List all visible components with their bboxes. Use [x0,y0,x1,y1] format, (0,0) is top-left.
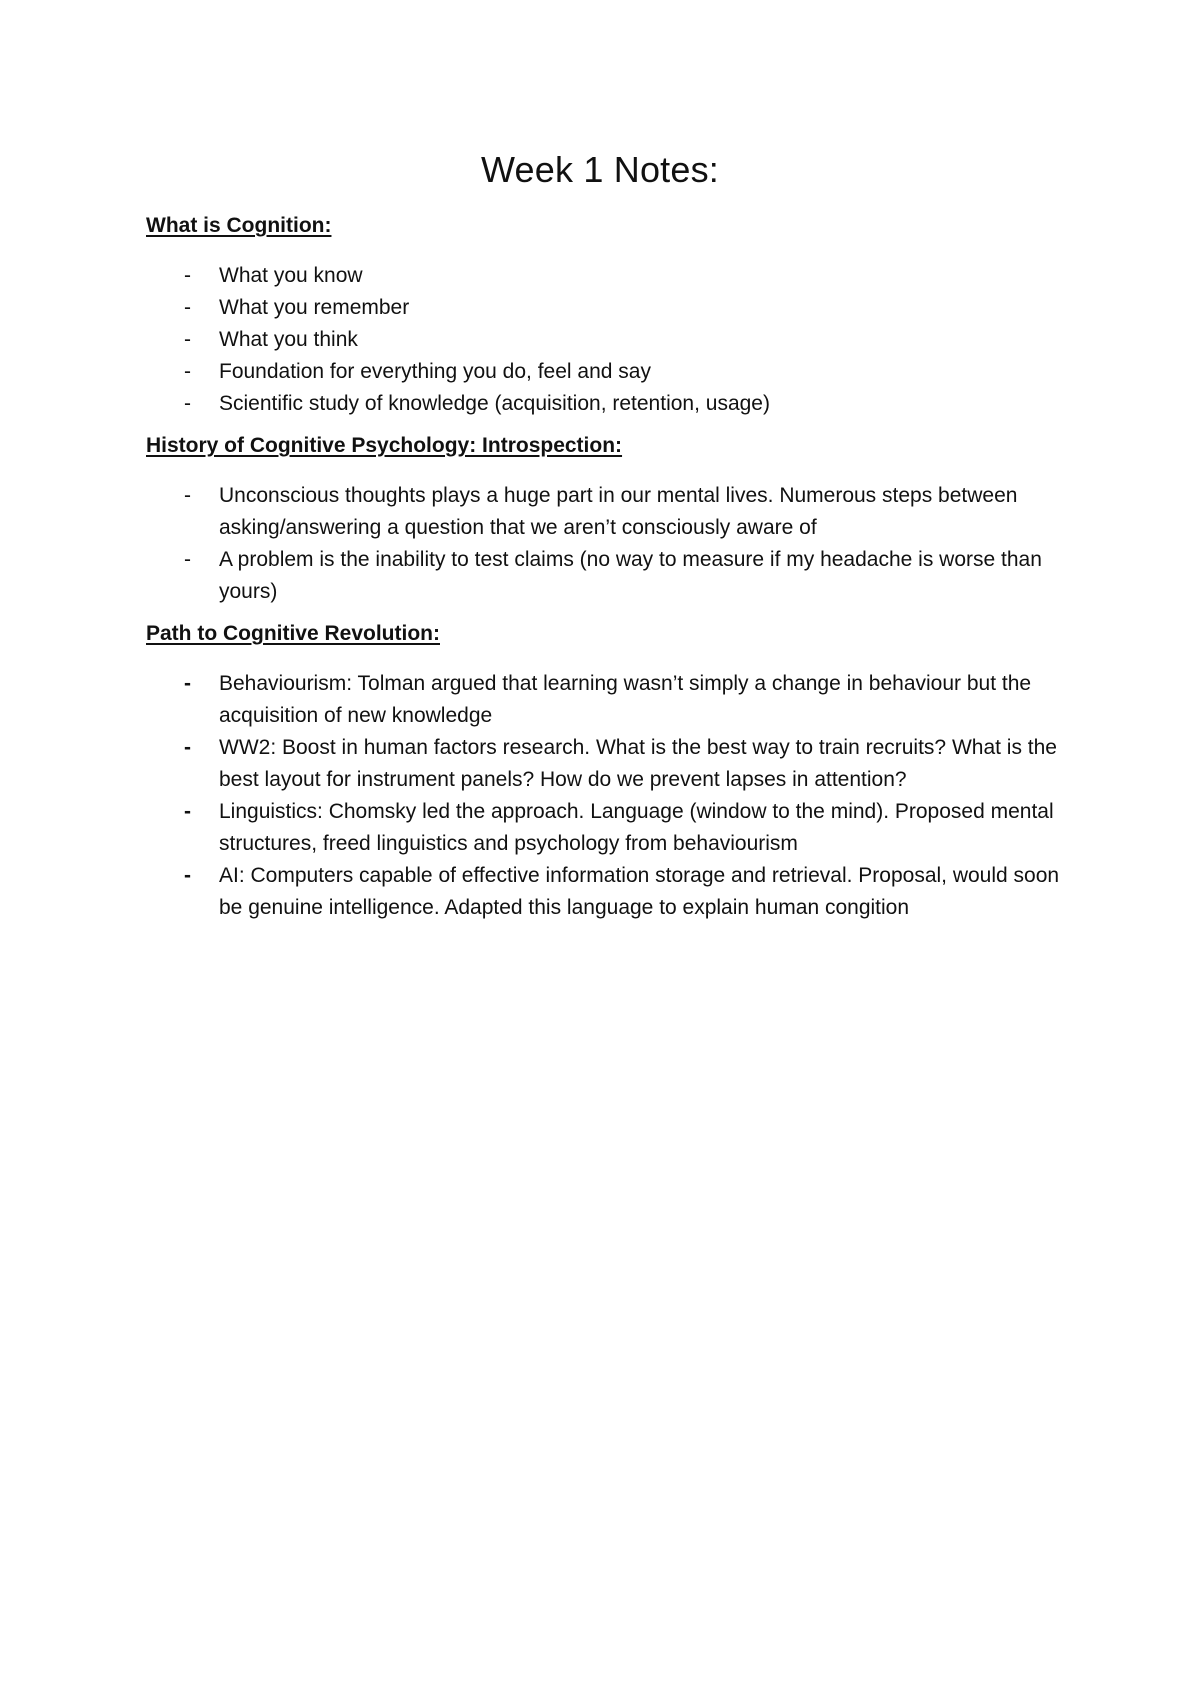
dash-bullet: - [184,328,191,351]
bullet-list-path-to-revolution [146,668,1076,924]
dash-bullet: - [184,800,191,823]
list-item [146,544,1076,608]
list-item-text: A problem is the inability to test claims (no way to measure if my headache is worse than yours) [219,548,1042,603]
list-item [146,732,1076,796]
dash-bullet: - [184,392,191,415]
dash-bullet: - [184,548,191,571]
list-item [146,480,1076,544]
list-item-text: What you remember [219,296,410,319]
dash-bullet: - [184,672,191,695]
list-item [146,796,1076,860]
list-item-text: Unconscious thoughts plays a huge part in our mental lives. Numerous steps between asking/answering a question that we aren’t consciously aware of [219,484,1018,539]
section-heading-what-is-cognition: What is Cognition: [146,214,332,237]
dash-bullet: - [184,360,191,383]
document-body [146,212,1076,936]
list-item [146,260,1076,292]
list-item [146,324,1076,356]
list-item-text: Behaviourism: Tolman argued that learning wasn’t simply a change in behaviour but the acquisition of new knowledge [219,672,1032,727]
list-item [146,388,1076,420]
dash-bullet: - [184,484,191,507]
list-item-text: Scientific study of knowledge (acquisition, retention, usage) [219,392,770,415]
list-item [146,292,1076,324]
bullet-list-history [146,480,1076,608]
dash-bullet: - [184,864,191,887]
dash-bullet: - [184,736,191,759]
list-item [146,668,1076,732]
page-title: Week 1 Notes: [480,149,720,190]
list-item-text: What you know [219,264,363,287]
section-heading-path-to-revolution: Path to Cognitive Revolution: [146,622,440,645]
list-item-text: Linguistics: Chomsky led the approach. Language (window to the mind). Proposed mental structures, freed linguistics and psychology from behaviourism [219,800,1054,855]
bullet-list-what-is-cognition [146,260,1076,420]
list-item-text: WW2: Boost in human factors research. What is the best way to train recruits? What is the best layout for instrument panels? How do we prevent lapses in attention? [219,736,1057,791]
list-item [146,860,1076,924]
dash-bullet: - [184,264,191,287]
dash-bullet: - [184,296,191,319]
list-item [146,356,1076,388]
list-item-text: What you think [219,328,358,351]
list-item-text: Foundation for everything you do, feel and say [219,360,651,383]
section-heading-history: History of Cognitive Psychology: Introspection: [146,434,623,457]
list-item-text: AI: Computers capable of effective information storage and retrieval. Proposal, would soon be genuine intelligence. Adapted this language to explain human congition [219,864,1060,919]
